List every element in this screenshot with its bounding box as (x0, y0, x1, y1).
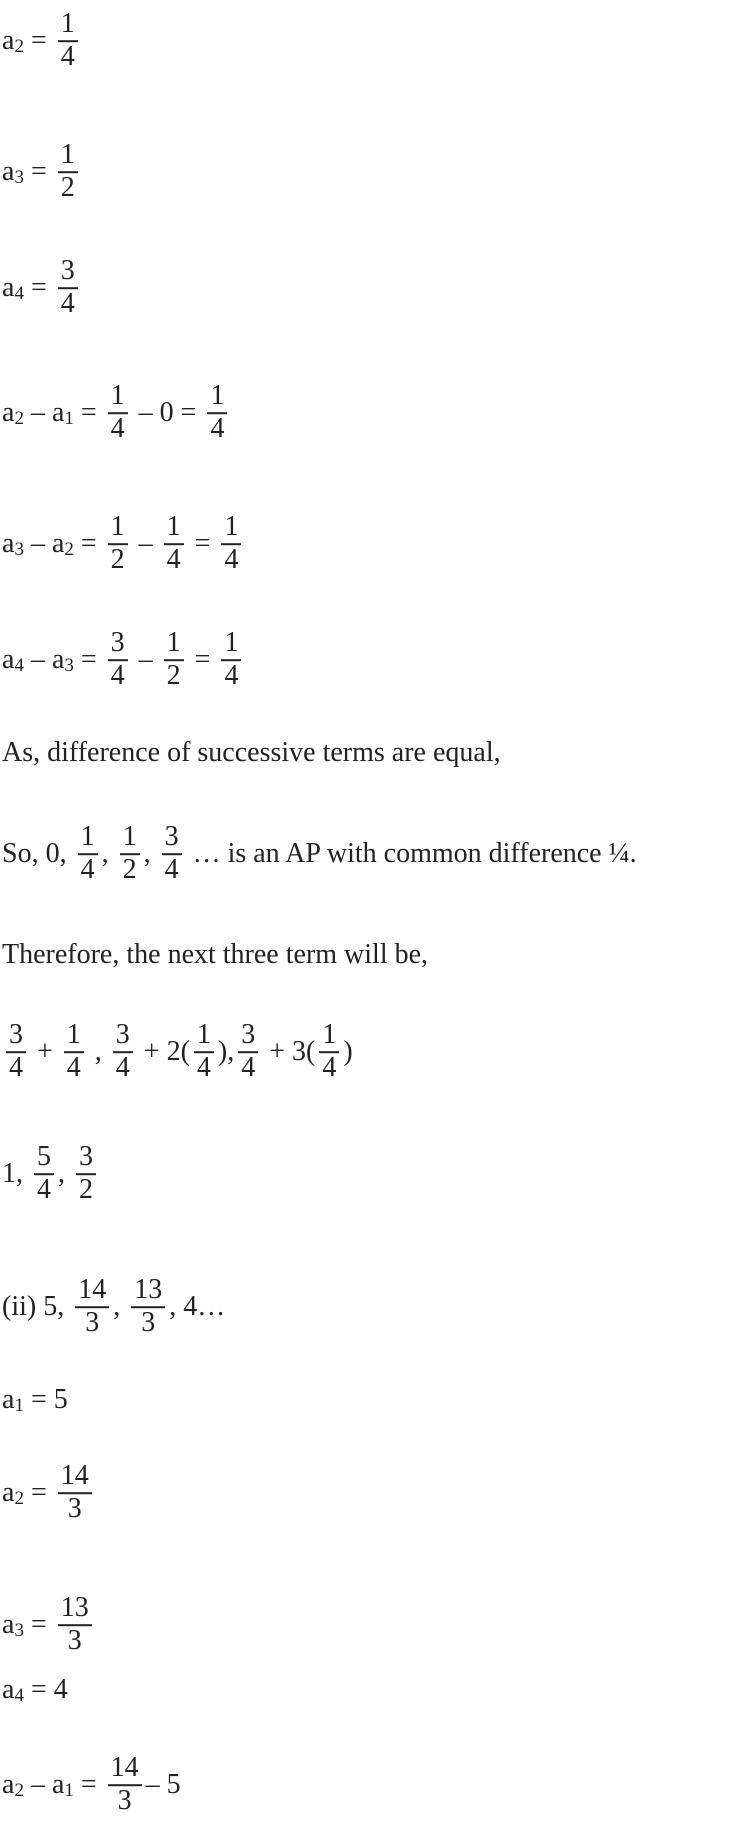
text-run: – a (23, 1769, 65, 1800)
fraction (108, 512, 128, 576)
fraction (221, 628, 241, 692)
fraction (194, 1020, 214, 1084)
numerator: 1 (221, 628, 241, 661)
text-run: = (23, 156, 54, 187)
text-run: a (2, 528, 15, 559)
denominator: 4 (9, 1052, 23, 1083)
text-run: – 5 (145, 1769, 181, 1800)
numerator: 1 (108, 381, 128, 414)
subscript: 2 (64, 539, 74, 560)
equation-line (2, 256, 82, 320)
numerator: 3 (113, 1020, 133, 1053)
denominator: 4 (37, 1174, 51, 1205)
text-run: = (23, 1609, 54, 1640)
denominator: 4 (80, 854, 95, 885)
text-run: , (58, 1158, 72, 1189)
text-run: a (2, 1674, 15, 1705)
numerator: 1 (207, 381, 227, 414)
equation-line (2, 1384, 68, 1416)
denominator: 4 (224, 660, 239, 691)
text-run: – (131, 528, 160, 559)
equation-line (2, 1461, 96, 1525)
denominator: 4 (224, 544, 239, 575)
text-run: – a (23, 528, 65, 559)
denominator: 2 (79, 1174, 93, 1205)
text-run: = (23, 25, 54, 56)
text-run: = (187, 644, 218, 675)
denominator: 3 (141, 1307, 156, 1338)
text-run: a (2, 644, 15, 675)
text-run: a (2, 1384, 15, 1415)
numerator: 1 (221, 512, 241, 545)
text-run: a (2, 397, 15, 428)
numerator: 1 (319, 1020, 339, 1053)
fraction (108, 1753, 142, 1817)
text-run: – a (23, 397, 65, 428)
equation-line (2, 628, 245, 692)
fraction (6, 1020, 26, 1084)
subscript: 1 (64, 408, 74, 429)
numerator: 3 (58, 256, 78, 289)
denominator: 4 (322, 1052, 337, 1083)
denominator: 3 (67, 1625, 82, 1656)
text-run: So, 0, (2, 838, 74, 869)
numerator: 14 (58, 1461, 92, 1494)
subscript: 4 (14, 283, 24, 304)
denominator: 2 (110, 544, 125, 575)
denominator: 4 (164, 854, 179, 885)
subscript: 3 (14, 167, 24, 188)
fraction (238, 1020, 258, 1084)
text-run: = 4 (23, 1674, 68, 1705)
denominator: 4 (166, 544, 181, 575)
numerator: 1 (164, 628, 184, 661)
numerator: 1 (164, 512, 184, 545)
subscript: 1 (14, 1395, 24, 1416)
numerator: 3 (108, 628, 128, 661)
equation-line (2, 9, 82, 73)
equation-line (2, 737, 501, 769)
equation-line (2, 140, 82, 204)
denominator: 2 (60, 172, 75, 203)
equation-line (2, 1275, 225, 1339)
fraction (108, 381, 128, 445)
text-run: a (2, 156, 15, 187)
numerator: 1 (78, 822, 98, 855)
denominator: 4 (196, 1052, 211, 1083)
numerator: 13 (58, 1593, 92, 1626)
text-run: As, difference of successive terms are equal, (2, 737, 501, 768)
text-run: ) (343, 1036, 353, 1067)
fraction (164, 628, 184, 692)
equation-line (2, 939, 428, 971)
text-run: = (73, 528, 104, 559)
fraction (58, 1593, 92, 1657)
subscript: 4 (14, 1685, 24, 1706)
numerator: 1 (58, 9, 78, 42)
subscript: 1 (64, 1780, 74, 1801)
denominator: 4 (110, 413, 125, 444)
subscript: 3 (14, 539, 24, 560)
numerator: 1 (64, 1020, 84, 1053)
numerator: 1 (120, 822, 140, 855)
subscript: 4 (14, 655, 24, 676)
fraction (75, 1275, 109, 1339)
denominator: 4 (60, 288, 75, 319)
equation-line (2, 512, 245, 576)
text-run: = (73, 397, 104, 428)
text-run: = (73, 644, 104, 675)
numerator: 3 (162, 822, 182, 855)
denominator: 4 (115, 1052, 130, 1083)
fraction (207, 381, 227, 445)
text-run: = (23, 1477, 54, 1508)
text-run: = (187, 528, 218, 559)
fraction (164, 512, 184, 576)
text-run: + (30, 1036, 60, 1067)
text-run: … is an AP with common difference ¼. (185, 838, 637, 869)
text-run: a (2, 272, 15, 303)
subscript: 2 (14, 1488, 24, 1509)
denominator: 2 (122, 854, 137, 885)
text-run: ), (217, 1036, 235, 1067)
text-run: , (113, 1291, 128, 1322)
subscript: 2 (14, 408, 24, 429)
text-run: a (2, 1609, 15, 1640)
equation-line (2, 381, 231, 445)
numerator: 13 (131, 1275, 165, 1308)
equation-line (2, 822, 637, 886)
subscript: 3 (64, 655, 74, 676)
denominator: 3 (117, 1785, 132, 1816)
numerator: 1 (58, 140, 78, 173)
numerator: 1 (194, 1020, 214, 1053)
denominator: 3 (67, 1493, 82, 1524)
subscript: 2 (14, 36, 24, 57)
numerator: 5 (34, 1142, 54, 1175)
fraction (108, 628, 128, 692)
fraction (120, 822, 140, 886)
denominator: 2 (166, 660, 181, 691)
equation-line (2, 1142, 100, 1206)
denominator: 3 (85, 1307, 100, 1338)
denominator: 4 (60, 41, 75, 72)
fraction (221, 512, 241, 576)
numerator: 3 (76, 1142, 96, 1175)
fraction (58, 9, 78, 73)
text-run: , (87, 1036, 109, 1067)
subscript: 3 (14, 1620, 24, 1641)
equation-line (2, 1020, 353, 1084)
fraction (113, 1020, 133, 1084)
text-run: – a (23, 644, 65, 675)
numerator: 14 (75, 1275, 109, 1308)
fraction (64, 1020, 84, 1084)
fraction (58, 140, 78, 204)
text-run: = (23, 272, 54, 303)
denominator: 4 (241, 1052, 256, 1083)
fraction (58, 1461, 92, 1525)
fraction (76, 1142, 96, 1206)
fraction (319, 1020, 339, 1084)
denominator: 4 (66, 1052, 81, 1083)
text-run: , (143, 838, 158, 869)
equation-line (2, 1674, 68, 1706)
numerator: 3 (6, 1020, 26, 1053)
denominator: 4 (210, 413, 225, 444)
text-run: = (73, 1769, 104, 1800)
text-run: + 3( (262, 1036, 316, 1067)
fraction (131, 1275, 165, 1339)
fraction (34, 1142, 54, 1206)
text-run: , (101, 838, 116, 869)
text-run: – 0 = (131, 397, 204, 428)
text-run: a (2, 25, 15, 56)
equation-line (2, 1753, 181, 1817)
text-run: (ii) 5, (2, 1291, 72, 1322)
denominator: 4 (110, 660, 125, 691)
text-run: + 2( (136, 1036, 190, 1067)
text-run: Therefore, the next three term will be, (2, 939, 429, 970)
text-run: 1, (2, 1158, 30, 1189)
numerator: 1 (108, 512, 128, 545)
text-run: a (2, 1769, 15, 1800)
fraction (78, 822, 98, 886)
text-run: a (2, 1477, 15, 1508)
equation-line (2, 1593, 96, 1657)
numerator: 14 (108, 1753, 142, 1786)
subscript: 2 (14, 1780, 24, 1801)
text-run: – (131, 644, 160, 675)
text-run: = 5 (23, 1384, 68, 1415)
fraction (162, 822, 182, 886)
fraction (58, 256, 78, 320)
numerator: 3 (238, 1020, 258, 1053)
text-run: , 4… (169, 1291, 226, 1322)
